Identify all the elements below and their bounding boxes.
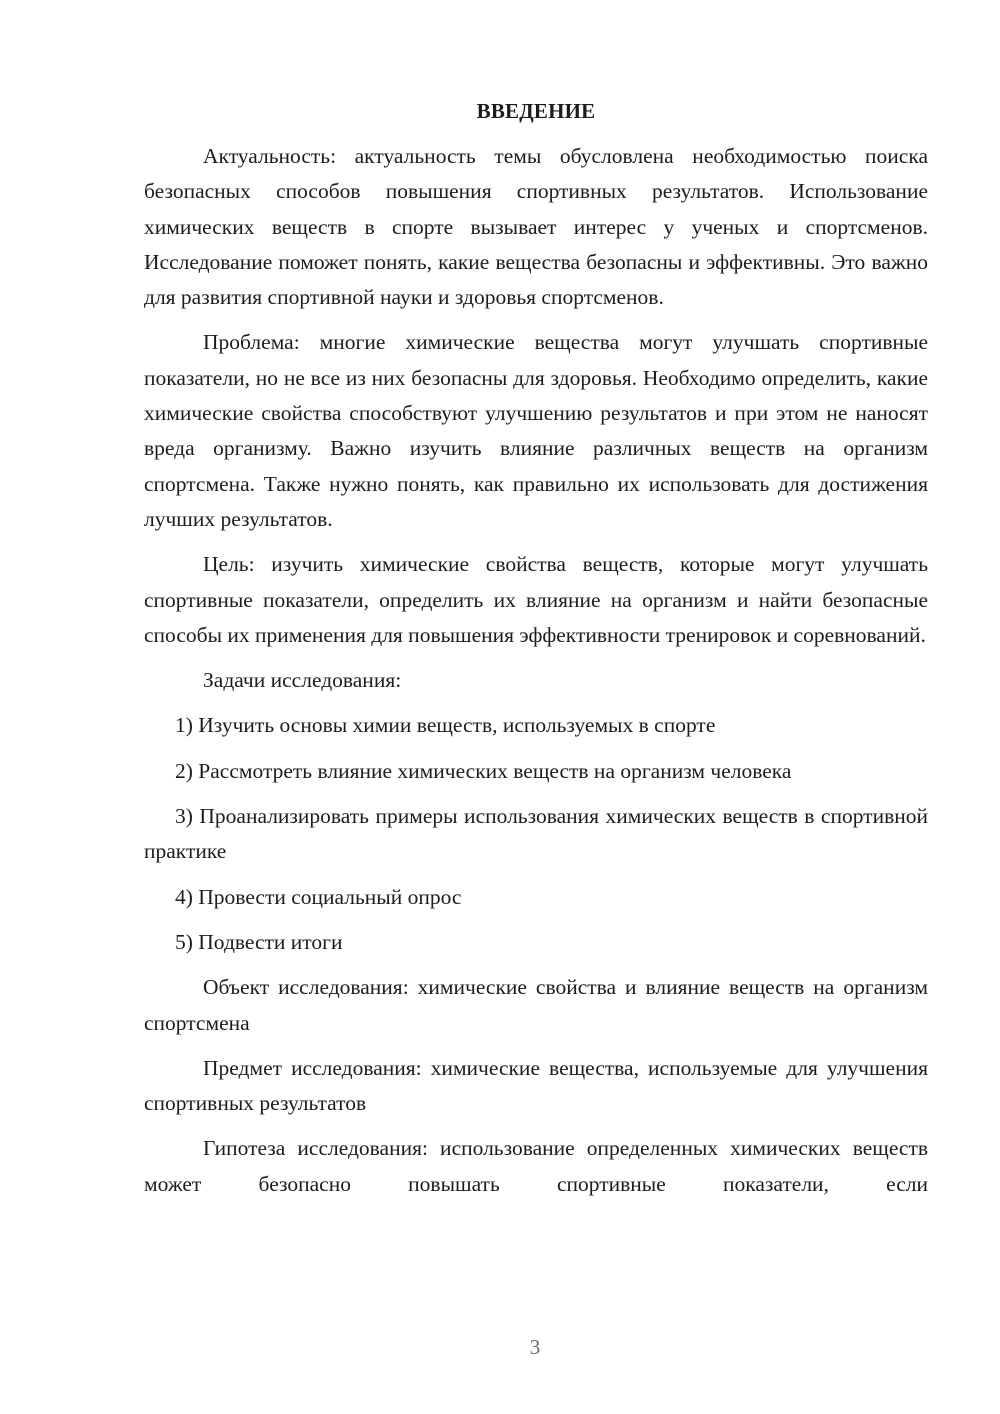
paragraph-hypothesis: Гипотеза исследования: использование определенных химических веществ может безопасно повышать спортивные показатели, если xyxy=(144,1136,928,1196)
page-number: 3 xyxy=(529,1335,541,1359)
task-item-2: 2) Рассмотреть влияние химических веществ на организм человека xyxy=(175,758,792,783)
task-item-4: 4) Провести социальный опрос xyxy=(175,884,462,909)
paragraph-problem: Проблема: многие химические вещества могут улучшать спортивные показатели, но не все из них безопасны для здоровья. Необходимо определить, какие химические свойства способствуют улучшению результатов и при этом не наносят вреда организму. Важно изучить влияние различных веществ на организм спортсмена. Также нужно понять, как правильно их использовать для достижения лучших результатов. xyxy=(144,330,928,531)
paragraph-object: Объект исследования: химические свойства и влияние веществ на организм спортсмена xyxy=(144,975,928,1035)
task-item-3: 3) Проанализировать примеры использования химических веществ в спортивной практике xyxy=(144,804,928,864)
task-item-5: 5) Подвести итоги xyxy=(175,929,343,954)
paragraph-tasks-heading: Задачи исследования: xyxy=(203,668,402,693)
paragraph-subject: Предмет исследования: химические вещества, используемые для улучшения спортивных результатов xyxy=(144,1055,928,1116)
section-title: ВВЕДЕНИЕ xyxy=(476,99,596,123)
task-item-1: 1) Изучить основы химии веществ, используемых в спорте xyxy=(175,713,716,738)
paragraph-relevance: Актуальность: актуальность темы обусловлена необходимостью поиска безопасных способов повышения спортивных результатов. Использование химических веществ в спорте вызывает интерес у ученых и спортсменов. Исследование поможет понять, какие вещества безопасны и эффективны. Это важно для развития спортивной науки и здоровья спортсменов. xyxy=(144,144,928,310)
page-content xyxy=(144,96,928,1212)
paragraph-goal: Цель: изучить химические свойства веществ, которые могут улучшать спортивные показатели, определить их влияние на организм и найти безопасные способы их применения для повышения эффективности тренировок и соревнований. xyxy=(144,552,928,647)
